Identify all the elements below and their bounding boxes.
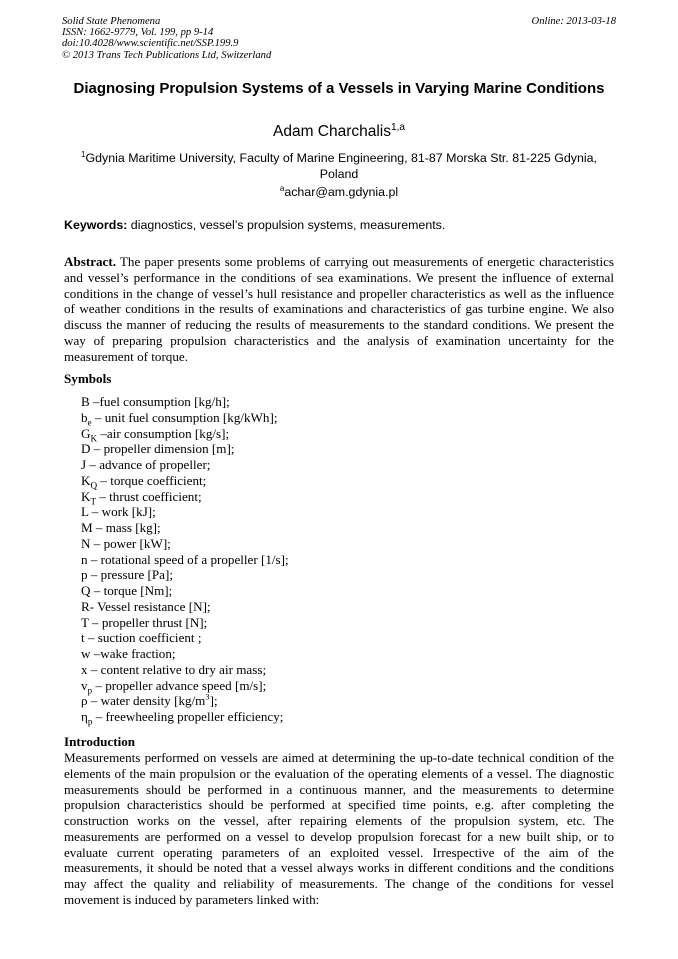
symbol-description: – thrust coefficient; bbox=[96, 488, 202, 504]
symbol-superscript: 3 bbox=[205, 691, 210, 702]
symbol-letter: K bbox=[81, 488, 91, 504]
email-line bbox=[64, 185, 614, 199]
symbol-letter: η bbox=[81, 709, 88, 724]
symbol-letter: ρ bbox=[81, 693, 88, 709]
author-line bbox=[64, 123, 614, 141]
symbol-letter: L bbox=[81, 504, 89, 520]
symbol-item bbox=[81, 489, 289, 505]
symbol-letter: v bbox=[81, 677, 88, 693]
symbol-letter: R bbox=[81, 598, 90, 614]
symbols-heading: Symbols bbox=[64, 371, 112, 386]
symbol-letter: D bbox=[81, 441, 91, 457]
symbol-description: – propeller dimension [m]; bbox=[90, 441, 235, 457]
affiliation-text: Gdynia Maritime University, Faculty of Marine Engineering, 81-87 Morska Str. 81-225 Gdynia, Poland bbox=[85, 151, 597, 181]
symbol-letter: B bbox=[81, 394, 90, 409]
symbol-item bbox=[81, 693, 289, 709]
symbol-description: – rotational speed of a propeller [1/s]; bbox=[87, 551, 289, 567]
symbol-subscript: p bbox=[87, 716, 93, 727]
symbol-item bbox=[81, 552, 289, 568]
symbol-letter: n bbox=[81, 551, 88, 567]
introduction-heading: Introduction bbox=[64, 734, 136, 749]
abstract bbox=[64, 254, 614, 365]
symbol-description: –fuel consumption [kg/h]; bbox=[89, 394, 230, 409]
email-superscript: a bbox=[279, 183, 285, 193]
symbol-description: – propeller advance speed [m/s]; bbox=[92, 677, 267, 693]
symbol-letter: Q bbox=[81, 583, 91, 598]
keywords-label: Keywords: bbox=[64, 218, 128, 232]
abstract-text: The paper presents some problems of carrying out measurements of energetic characteristics and vessel’s performance in the conditions of sea examinations. We present the influence of external conditions in the change of vessel’s hull resistance and propeller characteristics as well as the influence of weather conditions in the results of examinations and characteristics of gas turbine engine. We also discuss the manner of reducing the results of measurements to the standard conditions. We present the way of preparing propulsion characteristics and the analysis of examination uncertainty for the measurement of torque. bbox=[64, 254, 614, 364]
symbol-subscript: K bbox=[90, 433, 98, 444]
symbol-item bbox=[81, 662, 289, 678]
symbol-item bbox=[81, 583, 289, 599]
symbol-description: – torque [Nm]; bbox=[90, 583, 173, 598]
symbol-description: – freewheeling propeller efficiency; bbox=[92, 709, 284, 724]
introduction-text: Measurements performed on vessels are aimed at determining the up-to-date technical condition of the elements of the main propulsion or the evaluation of the operating elements of a vessel. The diagnostic measurements should be performed in a continuous manner, and the measurements to determine propulsion characteristics should be performed at specified time points, e.g. after completing the construction works on the vessel, after repairing elements of the propulsion system, etc. The measurements are performed on a vessel to develop propulsion forecast for a new built ship, or to evaluate current operating parameters of an exploited vessel. Irrespective of the aim of the measurements, it should be noted that a vessel always works in different conditions and the conditions may affect the quality and reliability of measurements. The change of the conditions for vessel movement is induced by parameters linked with: bbox=[64, 750, 614, 907]
symbol-subscript: Q bbox=[90, 480, 98, 491]
symbol-item bbox=[81, 567, 289, 583]
symbol-item bbox=[81, 646, 289, 662]
symbol-item bbox=[81, 426, 289, 442]
affiliation bbox=[64, 151, 614, 182]
symbol-description: – suction coefficient ; bbox=[84, 630, 202, 646]
symbol-letter: T bbox=[81, 614, 89, 630]
symbols-list bbox=[81, 394, 289, 725]
symbol-letter: M bbox=[81, 520, 93, 535]
symbol-letter: G bbox=[81, 425, 91, 441]
symbol-item bbox=[81, 473, 289, 489]
symbol-letter: b bbox=[81, 409, 88, 425]
symbol-letter: t bbox=[81, 630, 85, 646]
doi-link[interactable]: doi:10.4028/www.scientific.net/SSP.199.9 bbox=[62, 38, 239, 50]
symbol-description: –wake fraction; bbox=[90, 646, 176, 661]
keywords bbox=[64, 218, 614, 232]
symbol-description: – pressure [Pa]; bbox=[87, 567, 173, 583]
symbol-description: – unit fuel consumption [kg/kWh]; bbox=[91, 409, 278, 425]
affiliation-superscript: 1 bbox=[81, 149, 86, 159]
symbol-description: - Vessel resistance [N]; bbox=[89, 598, 211, 614]
journal-header bbox=[62, 16, 616, 61]
symbol-description: – propeller thrust [N]; bbox=[88, 614, 208, 630]
symbol-item bbox=[81, 709, 289, 725]
symbol-description: – water density [kg/m bbox=[87, 693, 206, 709]
symbol-item bbox=[81, 520, 289, 536]
symbol-description: – content relative to dry air mass; bbox=[87, 661, 267, 677]
symbol-description: – advance of propeller; bbox=[86, 457, 211, 472]
symbol-item bbox=[81, 536, 289, 552]
symbol-item bbox=[81, 504, 289, 520]
symbol-description: –air consumption [kg/s]; bbox=[97, 425, 230, 441]
issn-line: ISSN: 1662-9779, Vol. 199, pp 9-14 bbox=[62, 27, 214, 39]
author-superscript: 1,a bbox=[391, 121, 406, 133]
symbol-item bbox=[81, 630, 289, 646]
symbol-description-end: ]; bbox=[209, 693, 218, 709]
symbol-letter: p bbox=[81, 567, 88, 583]
symbol-item bbox=[81, 678, 289, 694]
symbol-letter: x bbox=[81, 661, 88, 677]
symbol-letter: N bbox=[81, 535, 91, 551]
symbol-letter: w bbox=[81, 646, 91, 661]
symbol-item bbox=[81, 394, 289, 410]
abstract-label: Abstract. bbox=[64, 254, 116, 269]
keywords-text: diagnostics, vessel’s propulsion systems, measurements. bbox=[127, 218, 446, 232]
paper-title: Diagnosing Propulsion Systems of a Vessels in Varying Marine Conditions bbox=[73, 80, 605, 97]
symbol-description: – power [kW]; bbox=[90, 535, 171, 551]
author-name: Adam Charchalis bbox=[272, 123, 392, 140]
email-address[interactable]: achar@am.gdynia.pl bbox=[284, 185, 399, 199]
online-date: Online: 2013-03-18 bbox=[531, 16, 616, 27]
symbol-item bbox=[81, 441, 289, 457]
symbol-item bbox=[81, 599, 289, 615]
journal-name: Solid State Phenomena bbox=[62, 16, 161, 27]
symbol-item bbox=[81, 410, 289, 426]
symbol-item bbox=[81, 457, 289, 473]
symbol-subscript: T bbox=[90, 496, 97, 507]
symbol-letter: J bbox=[81, 457, 87, 472]
symbol-letter: K bbox=[81, 472, 91, 488]
symbol-item bbox=[81, 615, 289, 631]
symbol-description: – mass [kg]; bbox=[92, 520, 161, 535]
copyright-line: © 2013 Trans Tech Publications Ltd, Switzerland bbox=[62, 49, 272, 61]
symbol-subscript: e bbox=[87, 417, 92, 428]
symbol-description: – work [kJ]; bbox=[88, 504, 156, 520]
symbol-subscript: p bbox=[87, 685, 93, 696]
symbol-description: – torque coefficient; bbox=[97, 472, 207, 488]
